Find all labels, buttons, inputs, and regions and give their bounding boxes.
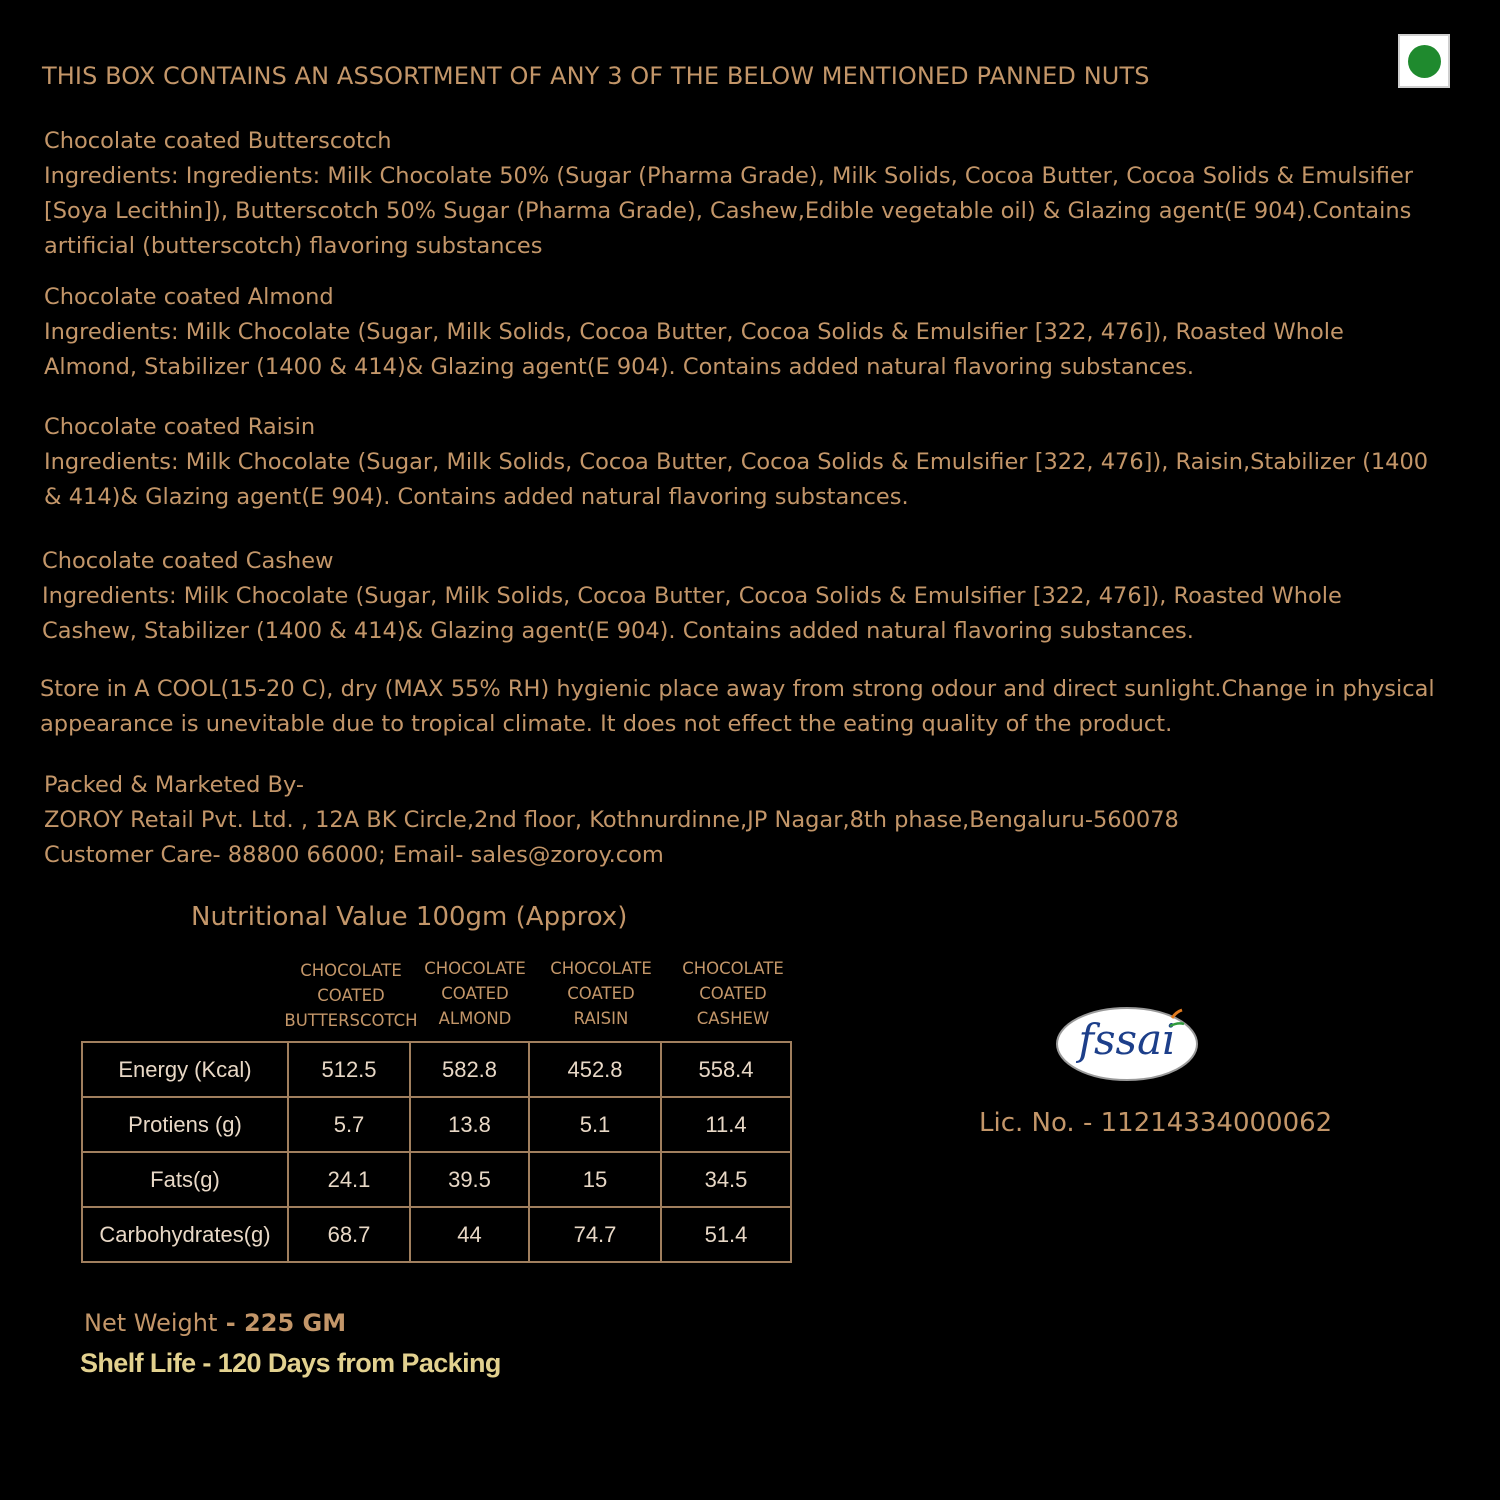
row-label: Fats(g) — [82, 1152, 288, 1207]
column-header-line: COATED — [441, 984, 509, 1003]
nutrition-column-header — [276, 958, 426, 1033]
product-ingredients: Ingredients: Milk Chocolate (Sugar, Milk Solids, Cocoa Butter, Cocoa Solids & Emulsifier [322, 476]), Roasted Whole Cashew, Stabilizer (1400 & 414)& Glazing agent(E 904). Contains added natural flavoring substances. — [42, 583, 1342, 644]
table-cell: 452.8 — [529, 1042, 661, 1097]
column-header-line: CHOCOLATE — [550, 959, 652, 978]
table-row — [82, 1207, 791, 1262]
table-cell: 13.8 — [410, 1097, 529, 1152]
net-weight-label: Net Weight — [84, 1309, 218, 1337]
packer-heading: Packed & Marketed By- — [44, 772, 305, 798]
table-row — [82, 1152, 791, 1207]
column-header-line: COATED — [317, 986, 385, 1005]
column-header-line: CASHEW — [696, 1009, 770, 1028]
packer-info — [44, 768, 1444, 873]
table-cell: 5.1 — [529, 1097, 661, 1152]
nutrition-column-header — [673, 956, 793, 1031]
product-name: Chocolate coated Raisin — [44, 414, 316, 440]
row-label: Energy (Kcal) — [82, 1042, 288, 1097]
table-row — [82, 1042, 791, 1097]
column-header-line: BUTTERSCOTCH — [284, 1011, 418, 1030]
row-label: Protiens (g) — [82, 1097, 288, 1152]
product-block-butterscotch — [44, 124, 1474, 264]
product-ingredients: Ingredients: Milk Chocolate (Sugar, Milk Solids, Cocoa Butter, Cocoa Solids & Emulsifier [322, 476]), Raisin,Stabilizer (1400 & 414)& Glazing agent(E 904). Contains added natural flavoring substances. — [44, 449, 1429, 510]
table-row — [82, 1097, 791, 1152]
product-ingredients: Ingredients: Milk Chocolate (Sugar, Milk Solids, Cocoa Butter, Cocoa Solids & Emulsifier [322, 476]), Roasted Whole Almond, Stabilizer (1400 & 414)& Glazing agent(E 904). Contains added natural flavoring substances. — [44, 319, 1344, 380]
table-cell: 44 — [410, 1207, 529, 1262]
product-block-raisin — [44, 410, 1444, 515]
fssai-logo-icon — [1054, 1004, 1202, 1088]
fssai-license-number: Lic. No. - 11214334000062 — [979, 1108, 1333, 1138]
product-name: Chocolate coated Butterscotch — [44, 128, 392, 154]
table-cell: 5.7 — [288, 1097, 410, 1152]
veg-symbol-icon — [1398, 34, 1450, 88]
veg-dot-icon — [1408, 45, 1441, 78]
packer-address: ZOROY Retail Pvt. Ltd. , 12A BK Circle,2nd floor, Kothnurdinne,JP Nagar,8th phase,Bengaluru-560078 — [44, 807, 1179, 833]
table-cell: 34.5 — [661, 1152, 791, 1207]
column-header-line: RAISIN — [573, 1009, 629, 1028]
column-header-line: COATED — [567, 984, 635, 1003]
table-cell: 39.5 — [410, 1152, 529, 1207]
product-name: Chocolate coated Almond — [44, 284, 334, 310]
column-header-line: ALMOND — [438, 1009, 512, 1028]
product-ingredients: Ingredients: Ingredients: Milk Chocolate 50% (Sugar (Pharma Grade), Milk Solids, Cocoa Butter, Cocoa Solids & Emulsifier [Soya Lecithin]), Butterscotch 50% Sugar (Pharma Grade), Cashew,Edible vegetable oil) & Glazing agent(E 904).Contains artificial (butterscotch) flavoring substances — [44, 163, 1414, 259]
nutrition-column-header — [541, 956, 661, 1031]
table-cell: 558.4 — [661, 1042, 791, 1097]
fssai-logo-text: fssai — [1078, 1015, 1176, 1064]
net-weight-value: - 225 GM — [217, 1309, 347, 1337]
table-cell: 512.5 — [288, 1042, 410, 1097]
headline: THIS BOX CONTAINS AN ASSORTMENT OF ANY 3 OF THE BELOW MENTIONED PANNED NUTS — [42, 62, 1150, 90]
table-cell: 11.4 — [661, 1097, 791, 1152]
product-block-cashew — [42, 544, 1442, 649]
column-header-line: CHOCOLATE — [300, 961, 402, 980]
table-cell: 74.7 — [529, 1207, 661, 1262]
table-cell: 24.1 — [288, 1152, 410, 1207]
product-block-almond — [44, 280, 1444, 385]
net-weight — [84, 1309, 346, 1337]
column-header-line: CHOCOLATE — [682, 959, 784, 978]
nutrition-column-header — [415, 956, 535, 1031]
shelf-life: Shelf Life - 120 Days from Packing — [80, 1348, 501, 1378]
column-header-line: COATED — [699, 984, 767, 1003]
column-header-line: CHOCOLATE — [424, 959, 526, 978]
nutrition-title: Nutritional Value 100gm (Approx) — [191, 902, 628, 932]
storage-instructions: Store in A COOL(15-20 C), dry (MAX 55% RH) hygienic place away from strong odour and direct sunlight.Change in physical appearance is unevitable due to tropical climate. It does not effect the eating quality of the product. — [40, 676, 1435, 737]
table-cell: 51.4 — [661, 1207, 791, 1262]
product-name: Chocolate coated Cashew — [42, 548, 334, 574]
table-cell: 68.7 — [288, 1207, 410, 1262]
table-cell: 582.8 — [410, 1042, 529, 1097]
packer-contact: Customer Care- 88800 66000; Email- sales@zoroy.com — [44, 842, 664, 868]
row-label: Carbohydrates(g) — [82, 1207, 288, 1262]
nutrition-table — [81, 1041, 792, 1263]
table-cell: 15 — [529, 1152, 661, 1207]
